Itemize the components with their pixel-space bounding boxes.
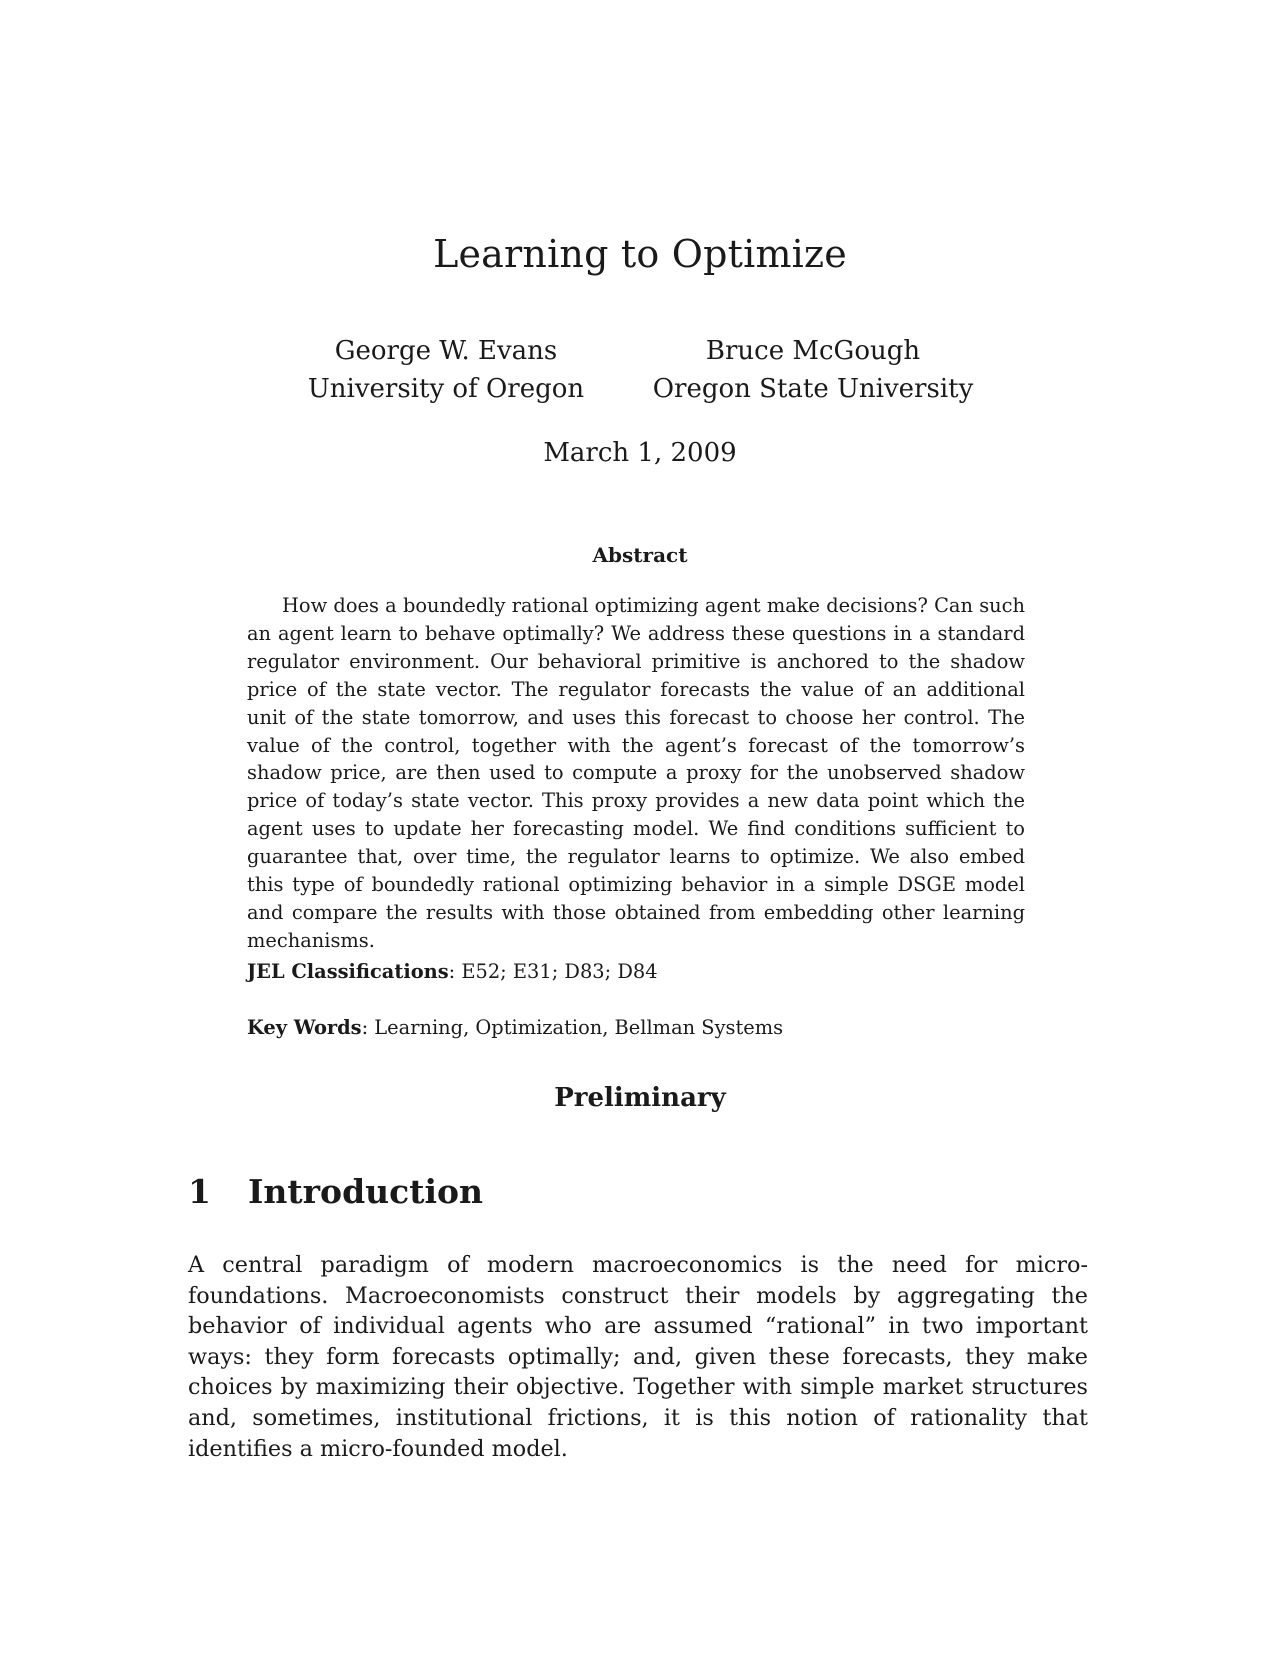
jel-value: : E52; E31; D83; D84 [448,960,658,983]
section-title: Introduction [248,1172,484,1211]
paper-date: March 1, 2009 [543,438,737,468]
preliminary-heading: Preliminary [554,1083,726,1113]
key-words [247,1016,1027,1039]
paper-title: Learning to Optimize [433,232,847,276]
keywords-value: : Learning, Optimization, Bellman Systems [361,1016,784,1039]
introduction-paragraph: A central paradigm of modern macroeconomics is the need for micro-foundations. Macroeconomists construct their models by aggregating the behavior of individual agents who are assumed “rational” in two important ways: they form forecasts optimally; and, given these forecasts, they make choices by maximizing their objective. Together with simple market structures and, sometimes, institutional frictions, it is this notion of rationality that identifies a micro-founded model. [188,1252,1088,1462]
section-number: 1 [188,1172,211,1211]
author-2 [648,332,978,408]
jel-classifications [247,960,1027,983]
abstract-text: How does a boundedly rational optimizing agent make decisions? Can such an agent learn to behave optimally? We address these questions in a standard regulator environment. Our behavioral primitive is anchored to the shadow price of the state vector. The regulator forecasts the value of an additional unit of the state tomorrow, and uses this forecast to choose her control. The value of the control, together with the agent’s forecast of the tomorrow’s shadow price, are then used to compute a proxy for the unobserved shadow price of today’s state vector. This proxy provides a new data point which the agent uses to update her forecasting model. We find conditions sufficient to guarantee that, over time, the regulator learns to optimize. We also embed this type of boundedly rational optimizing behavior in a simple DSGE model and compare the results with those obtained from embedding other learning mechanisms. [247,594,1025,952]
author-1 [296,332,596,408]
author-name: Bruce McGough [705,336,921,366]
keywords-label: Key Words [247,1016,362,1039]
author-affiliation: Oregon State University [652,374,974,404]
abstract-heading: Abstract [592,543,688,567]
author-affiliation: University of Oregon [307,374,585,404]
author-name: George W. Evans [334,336,558,366]
section-heading [188,1172,483,1211]
jel-label: JEL Classifications [247,960,449,983]
author-block [0,332,1280,412]
